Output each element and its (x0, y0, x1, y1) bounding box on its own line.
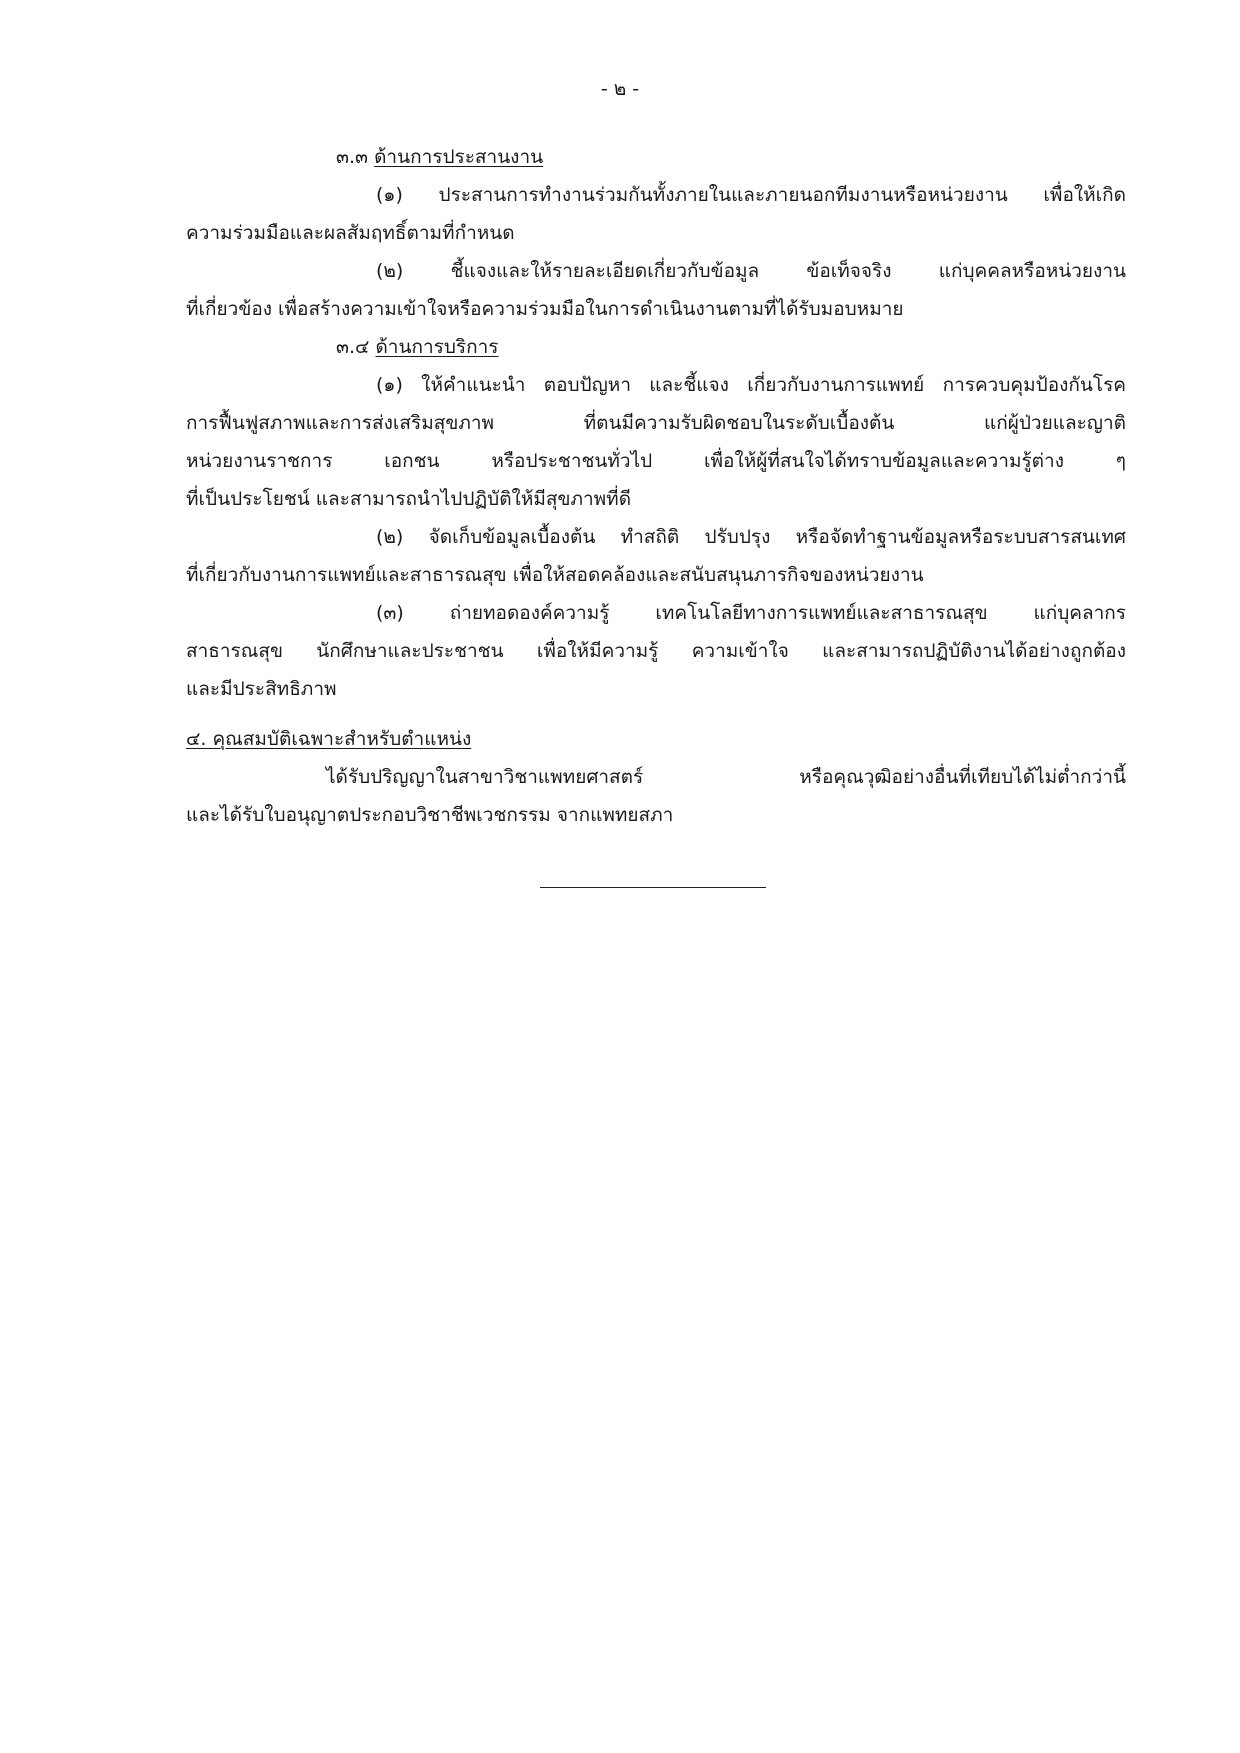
section-3-4-item-1-line-1: (๑) ให้คำแนะนำ ตอบปัญหา และชี้แจง เกี่ยวกับงานการแพทย์ การควบคุมป้องกันโรค (376, 374, 1126, 396)
section-4-heading (186, 720, 1126, 758)
section-3-4-number: ๓.๔ (336, 336, 370, 358)
section-3-3-number: ๓.๓ (336, 146, 369, 168)
section-3-4-item-3-line-2: สาธารณสุข นักศึกษาและประชาชน เพื่อให้มีความรู้ ความเข้าใจ และสามารถปฏิบัติงานได้อย่างถูกต้อง (186, 640, 1126, 662)
section-3-3-title: ด้านการประสานงาน (374, 146, 544, 168)
section-4-line-2: และได้รับใบอนุญาตประกอบวิชาชีพเวชกรรม จากแพทยสภา (186, 804, 674, 826)
section-3-4-item-1-line-2: การฟื้นฟูสภาพและการส่งเสริมสุขภาพ ที่ตนมีความรับผิดชอบในระดับเบื้องต้น แก่ผู้ป่วยและญาติ (186, 412, 1126, 434)
section-3-3-item-2-line-2: ที่เกี่ยวข้อง เพื่อสร้างความเข้าใจหรือความร่วมมือในการดำเนินงานตามที่ได้รับมอบหมาย (186, 298, 904, 320)
page-number: - ๒ - (600, 78, 640, 100)
section-3-4-item-3-line-3: และมีประสิทธิภาพ (186, 678, 337, 700)
end-divider-line (540, 887, 766, 888)
document-body (186, 138, 1126, 834)
section-4-line-1: ได้รับปริญญาในสาขาวิชาแพทยศาสตร์ หรือคุณวุฒิอย่างอื่นที่เทียบได้ไม่ต่ำกว่านี้ (326, 766, 1126, 788)
section-3-3-item-1-line-2: ความร่วมมือและผลสัมฤทธิ์ตามที่กำหนด (186, 222, 515, 244)
section-3-4-item-2-line-2: ที่เกี่ยวกับงานการแพทย์และสาธารณสุข เพื่อให้สอดคล้องและสนับสนุนภารกิจของหน่วยงาน (186, 564, 924, 586)
section-spacer (186, 708, 1126, 720)
section-3-3-item-2-line-1: (๒) ชี้แจงและให้รายละเอียดเกี่ยวกับข้อมูล ข้อเท็จจริง แก่บุคคลหรือหน่วยงาน (376, 260, 1126, 282)
section-3-3-heading (186, 138, 1126, 176)
section-4-title: ๔. คุณสมบัติเฉพาะสำหรับตำแหน่ง (186, 728, 472, 750)
section-3-3-item-1-line-1: (๑) ประสานการทำงานร่วมกันทั้งภายในและภายนอกทีมงานหรือหน่วยงาน เพื่อให้เกิด (376, 184, 1126, 206)
section-3-4-heading (186, 328, 1126, 366)
section-3-4-item-1-line-3: หน่วยงานราชการ เอกชน หรือประชาชนทั่วไป เพื่อให้ผู้ที่สนใจได้ทราบข้อมูลและความรู้ต่าง ๆ (186, 450, 1126, 472)
section-3-4-title: ด้านการบริการ (375, 336, 499, 358)
section-3-4-item-2-line-1: (๒) จัดเก็บข้อมูลเบื้องต้น ทำสถิติ ปรับปรุง หรือจัดทำฐานข้อมูลหรือระบบสารสนเทศ (376, 526, 1126, 548)
section-3-4-item-1-line-4: ที่เป็นประโยชน์ และสามารถนำไปปฏิบัติให้มีสุขภาพที่ดี (186, 488, 632, 510)
section-3-4-item-3-line-1: (๓) ถ่ายทอดองค์ความรู้ เทคโนโลยีทางการแพทย์และสาธารณสุข แก่บุคลากร (376, 602, 1126, 624)
